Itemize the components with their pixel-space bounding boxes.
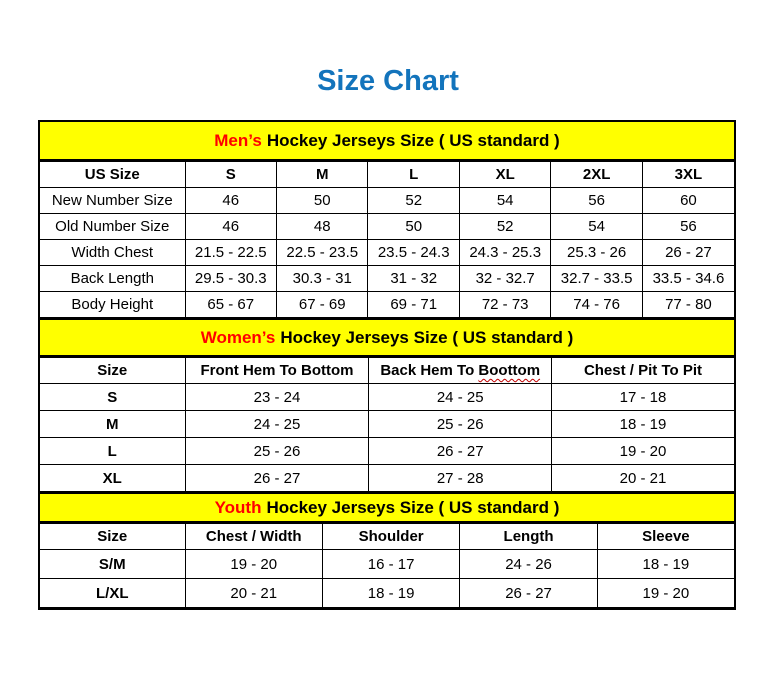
mens-size-table — [40, 161, 734, 318]
row-label: Old Number Size — [40, 214, 185, 240]
table-row — [40, 550, 734, 579]
table-row — [40, 438, 734, 465]
column-header: Size — [40, 358, 185, 384]
table-cell: 16 - 17 — [322, 550, 459, 579]
table-cell: 17 - 18 — [551, 384, 734, 411]
table-cell: 25 - 26 — [185, 438, 369, 465]
column-header: Chest / Pit To Pit — [551, 358, 734, 384]
table-cell: 26 - 27 — [642, 240, 734, 266]
table-cell: 18 - 19 — [322, 579, 459, 608]
table-cell: 77 - 80 — [642, 292, 734, 318]
table-row — [40, 358, 734, 384]
table-row — [40, 411, 734, 438]
column-header: US Size — [40, 162, 185, 188]
table-cell: 24 - 25 — [369, 384, 552, 411]
table-cell: 24.3 - 25.3 — [459, 240, 550, 266]
table-cell: 46 — [185, 214, 276, 240]
table-cell: 46 — [185, 188, 276, 214]
womens-section-header — [40, 318, 734, 357]
row-label: Back Length — [40, 266, 185, 292]
size-chart-table-group — [38, 120, 736, 610]
table-cell: 54 — [551, 214, 642, 240]
table-cell: 48 — [277, 214, 368, 240]
row-label: Body Height — [40, 292, 185, 318]
row-label: L — [40, 438, 185, 465]
table-cell: 20 - 21 — [551, 465, 734, 492]
table-cell: 52 — [459, 214, 550, 240]
mens-section-header — [40, 122, 734, 161]
table-row — [40, 579, 734, 608]
mens-label: Men’s — [214, 130, 262, 150]
table-cell: 56 — [551, 188, 642, 214]
youth-header-text: Hockey Jerseys Size ( US standard ) — [266, 497, 560, 517]
column-header: L — [368, 162, 459, 188]
spellcheck-squiggle-word: Boottom — [478, 362, 541, 379]
table-cell: 33.5 - 34.6 — [642, 266, 734, 292]
table-cell: 26 - 27 — [460, 579, 597, 608]
womens-label: Women’s — [200, 327, 276, 347]
table-row — [40, 384, 734, 411]
column-header: Size — [40, 524, 185, 550]
table-cell: 60 — [642, 188, 734, 214]
table-cell: 27 - 28 — [369, 465, 552, 492]
table-cell: 25 - 26 — [369, 411, 552, 438]
row-label: Width Chest — [40, 240, 185, 266]
table-cell: 23.5 - 24.3 — [368, 240, 459, 266]
table-cell: 32 - 32.7 — [459, 266, 550, 292]
table-cell: 72 - 73 — [459, 292, 550, 318]
column-header: Front Hem To Bottom — [185, 358, 369, 384]
table-cell: 19 - 20 — [551, 438, 734, 465]
row-label: S/M — [40, 550, 185, 579]
womens-header-text: Hockey Jerseys Size ( US standard ) — [280, 327, 574, 347]
table-cell: 29.5 - 30.3 — [185, 266, 276, 292]
column-header-misspelled — [369, 358, 552, 384]
table-cell: 24 - 26 — [460, 550, 597, 579]
table-row — [40, 266, 734, 292]
row-label: S — [40, 384, 185, 411]
table-cell: 31 - 32 — [368, 266, 459, 292]
column-header: Chest / Width — [185, 524, 322, 550]
table-cell: 26 - 27 — [369, 438, 552, 465]
table-cell: 19 - 20 — [185, 550, 322, 579]
column-header: Shoulder — [322, 524, 459, 550]
table-cell: 25.3 - 26 — [551, 240, 642, 266]
table-cell: 23 - 24 — [185, 384, 369, 411]
table-cell: 22.5 - 23.5 — [277, 240, 368, 266]
youth-label: Youth — [214, 497, 262, 517]
column-header: 2XL — [551, 162, 642, 188]
column-header: Length — [460, 524, 597, 550]
table-cell: 18 - 19 — [551, 411, 734, 438]
column-header: 3XL — [642, 162, 734, 188]
table-row — [40, 240, 734, 266]
table-cell: 67 - 69 — [277, 292, 368, 318]
table-cell: 54 — [459, 188, 550, 214]
table-cell: 19 - 20 — [597, 579, 734, 608]
row-label: M — [40, 411, 185, 438]
table-cell: 69 - 71 — [368, 292, 459, 318]
mens-header-text: Hockey Jerseys Size ( US standard ) — [266, 130, 560, 150]
table-cell: 74 - 76 — [551, 292, 642, 318]
column-header: M — [277, 162, 368, 188]
table-cell: 24 - 25 — [185, 411, 369, 438]
table-row — [40, 292, 734, 318]
table-row — [40, 524, 734, 550]
page-title: Size Chart — [317, 65, 459, 97]
table-row — [40, 188, 734, 214]
table-cell: 52 — [368, 188, 459, 214]
table-cell: 18 - 19 — [597, 550, 734, 579]
table-cell: 56 — [642, 214, 734, 240]
row-label: New Number Size — [40, 188, 185, 214]
column-header-text: Back Hem To — [380, 362, 475, 379]
table-cell: 20 - 21 — [185, 579, 322, 608]
table-cell: 32.7 - 33.5 — [551, 266, 642, 292]
table-cell: 30.3 - 31 — [277, 266, 368, 292]
table-row — [40, 162, 734, 188]
table-row — [40, 465, 734, 492]
column-header: XL — [459, 162, 550, 188]
table-cell: 65 - 67 — [185, 292, 276, 318]
table-cell: 26 - 27 — [185, 465, 369, 492]
column-header: S — [185, 162, 276, 188]
youth-size-table — [40, 523, 734, 608]
table-row — [40, 214, 734, 240]
table-cell: 21.5 - 22.5 — [185, 240, 276, 266]
womens-size-table — [40, 357, 734, 492]
column-header: Sleeve — [597, 524, 734, 550]
youth-section-header — [40, 492, 734, 523]
table-cell: 50 — [277, 188, 368, 214]
table-cell: 50 — [368, 214, 459, 240]
row-label: XL — [40, 465, 185, 492]
row-label: L/XL — [40, 579, 185, 608]
